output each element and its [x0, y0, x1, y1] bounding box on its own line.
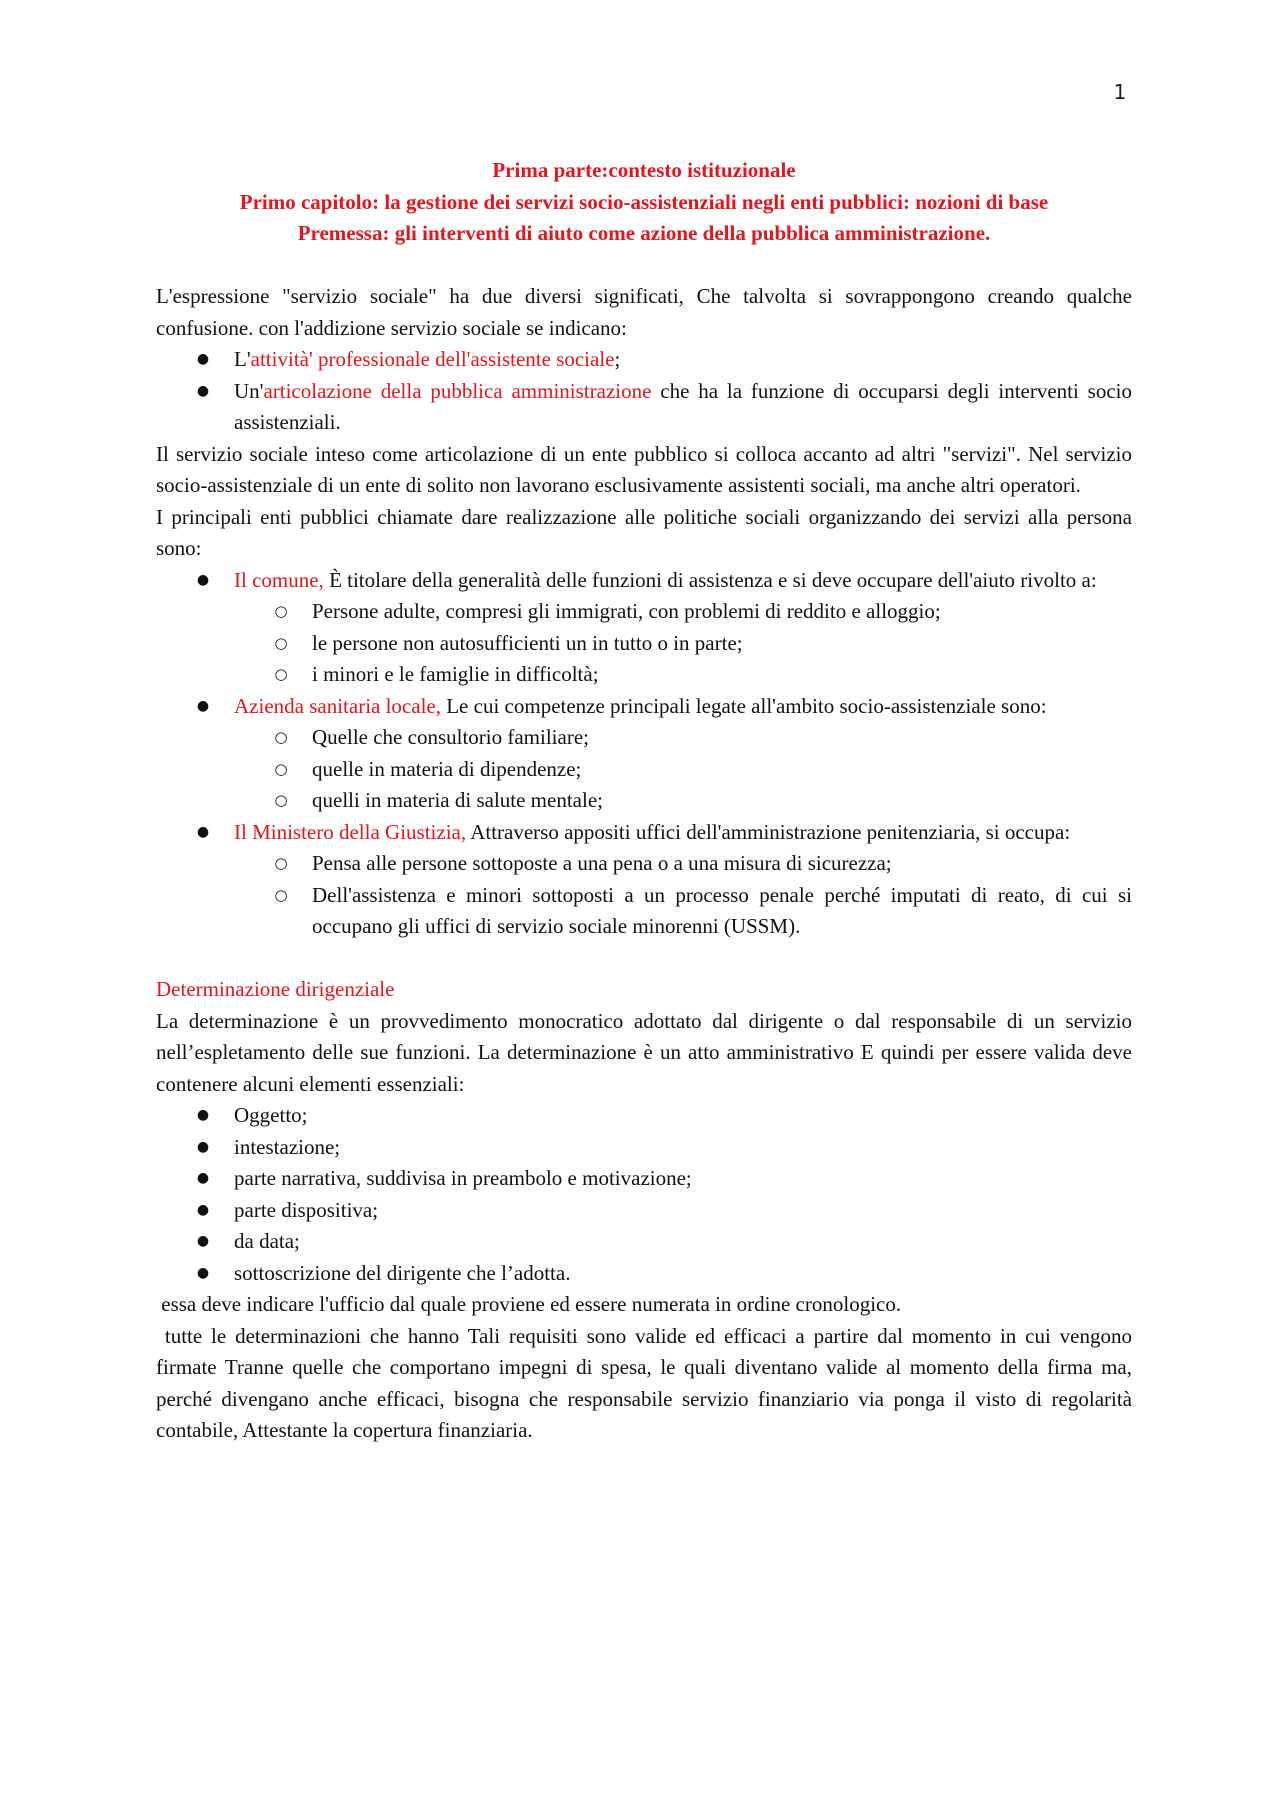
entity-name: Il Ministero della Giustizia, — [234, 819, 467, 844]
sub-list-item: ○ Persone adulte, compresi gli immigrati, con problemi di reddito e alloggio; — [234, 596, 1132, 628]
circle-bullet-icon: ○ — [274, 665, 288, 683]
paragraph: tutte le determinazioni che hanno Tali requisiti sono valide ed efficaci a partire dal momento in cui vengono firmate Tranne quelle che comportano impegni di spesa, le quali diventano valide al momento della firma ma, perché divengano anche efficaci, bisogna che responsabile servizio finanziario via ponga il visto di regolarità contabile, Attestante la copertura finanziaria. — [156, 1323, 1143, 1442]
list-item: ● Oggetto; — [156, 1100, 1132, 1132]
sub-list-item: ○ quelle in materia di dipendenze; — [234, 754, 1132, 786]
sub-list-item: ○ le persone non autosufficienti un in tutto o in parte; — [234, 628, 1132, 660]
list-item: ● L'attività' professionale dell'assistente sociale; — [156, 344, 1132, 376]
entity-description: È titolare della generalità delle funzioni di assistenza e si deve occupare dell'aiuto rivolto a: — [323, 567, 1097, 592]
bullet-icon: ● — [196, 351, 210, 367]
sub-list-item: ○ Quelle che consultorio familiare; — [234, 722, 1132, 754]
circle-bullet-icon: ○ — [274, 633, 288, 652]
heading-block — [156, 155, 1132, 250]
bullet-icon: ● — [196, 1170, 210, 1186]
section-title: Determinazione dirigenziale — [156, 977, 395, 1001]
spacer — [156, 250, 1132, 282]
bullet-icon: ● — [196, 1264, 210, 1281]
entity-item — [156, 691, 1132, 723]
paragraph: essa deve indicare l'ufficio dal quale proviene ed essere numerata in ordine cronologico. — [156, 1292, 902, 1316]
circle-bullet-icon: ○ — [274, 759, 288, 778]
meanings-list — [156, 344, 1132, 439]
sub-list-item: ○ Pensa alle persone sottoposte a una pena o a una misura di sicurezza; — [234, 848, 1132, 880]
bullet-icon: ● — [196, 1201, 210, 1218]
list-item: ● intestazione; — [156, 1132, 1132, 1164]
page-number: 1 — [1113, 80, 1127, 104]
list-item: ● parte dispositiva; — [156, 1195, 1132, 1227]
circle-bullet-icon: ○ — [274, 728, 288, 746]
document-body — [156, 155, 1143, 1447]
entity-description: Le cui competenze principali legate all'ambito socio-assistenziale sono: — [440, 693, 1047, 718]
entities-list — [156, 817, 1132, 849]
sub-list — [234, 596, 1132, 691]
bullet-icon: ● — [196, 382, 210, 399]
entity-name: Il comune, — [234, 567, 324, 592]
bullet-icon: ● — [196, 823, 210, 840]
paragraph: La determinazione è un provvedimento monocratico adottato dal dirigente o dal responsabile di un servizio nell’espletamento delle sue funzioni. La determinazione è un atto amministrativo E quindi per essere valida deve contenere alcuni elementi essenziali: — [156, 1008, 1132, 1096]
entity-item — [156, 565, 1132, 597]
list-item: ● sottoscrizione del dirigente che l’adotta. — [156, 1258, 1132, 1290]
sub-list-item: ○ i minori e le famiglie in difficoltà; — [234, 659, 1132, 691]
premise-heading: Premessa: gli interventi di aiuto come azione della pubblica amministrazione. — [297, 221, 991, 245]
entity-name: Azienda sanitaria locale, — [234, 693, 441, 718]
list-item: ● parte narrativa, suddivisa in preambolo e motivazione; — [156, 1163, 1132, 1195]
highlighted-term: attività' professionale dell'assistente sociale — [250, 347, 615, 371]
elements-list — [156, 1100, 1132, 1289]
sub-list-item: ○ quelli in materia di salute mentale; — [234, 785, 1132, 817]
circle-bullet-icon: ○ — [274, 791, 288, 809]
list-item: ● Un'articolazione della pubblica amministrazione che ha la funzione di occuparsi degli interventi socio assistenziali. — [156, 376, 1132, 439]
circle-bullet-icon: ○ — [274, 854, 288, 872]
bullet-icon: ● — [196, 1138, 210, 1155]
paragraph: I principali enti pubblici chiamate dare realizzazione alle politiche sociali organizzando dei servizi alla persona sono: — [156, 504, 1132, 560]
sub-list — [234, 722, 1132, 817]
spacer — [156, 943, 1132, 975]
bullet-icon: ● — [196, 1107, 210, 1123]
circle-bullet-icon: ○ — [274, 602, 288, 620]
circle-bullet-icon: ○ — [274, 885, 288, 904]
entities-list — [156, 691, 1132, 723]
part-heading: Prima parte:contesto istituzionale — [492, 158, 796, 182]
sub-list — [234, 848, 1132, 943]
sub-list-item: ○ Dell'assistenza e minori sottoposti a un processo penale perché imputati di reato, di cui si occupano gli uffici di servizio sociale minorenni (USSM). — [234, 880, 1132, 943]
entities-list — [156, 565, 1132, 597]
bullet-icon: ● — [196, 1233, 210, 1249]
chapter-heading: Primo capitolo: la gestione dei servizi socio-assistenziali negli enti pubblici: nozioni di base — [239, 189, 1049, 214]
highlighted-term: articolazione della pubblica amministrazione — [263, 378, 652, 403]
entity-item — [156, 817, 1132, 849]
bullet-icon: ● — [196, 697, 210, 714]
list-item: ● da data; — [156, 1226, 1132, 1258]
intro-paragraph: L'espressione "servizio sociale" ha due diversi significati, Che talvolta si sovrappongono creando qualche confusione. con l'addizione servizio sociale se indicano: — [156, 284, 1132, 340]
paragraph: Il servizio sociale inteso come articolazione di un ente pubblico si colloca accanto ad altri "servizi". Nel servizio socio-assistenziale di un ente di solito non lavorano esclusivamente assistenti sociali, ma anche altri operatori. — [156, 441, 1132, 497]
entity-description: Attraverso appositi uffici dell'amministrazione penitenziaria, si occupa: — [466, 819, 1071, 844]
bullet-icon: ● — [196, 571, 210, 588]
